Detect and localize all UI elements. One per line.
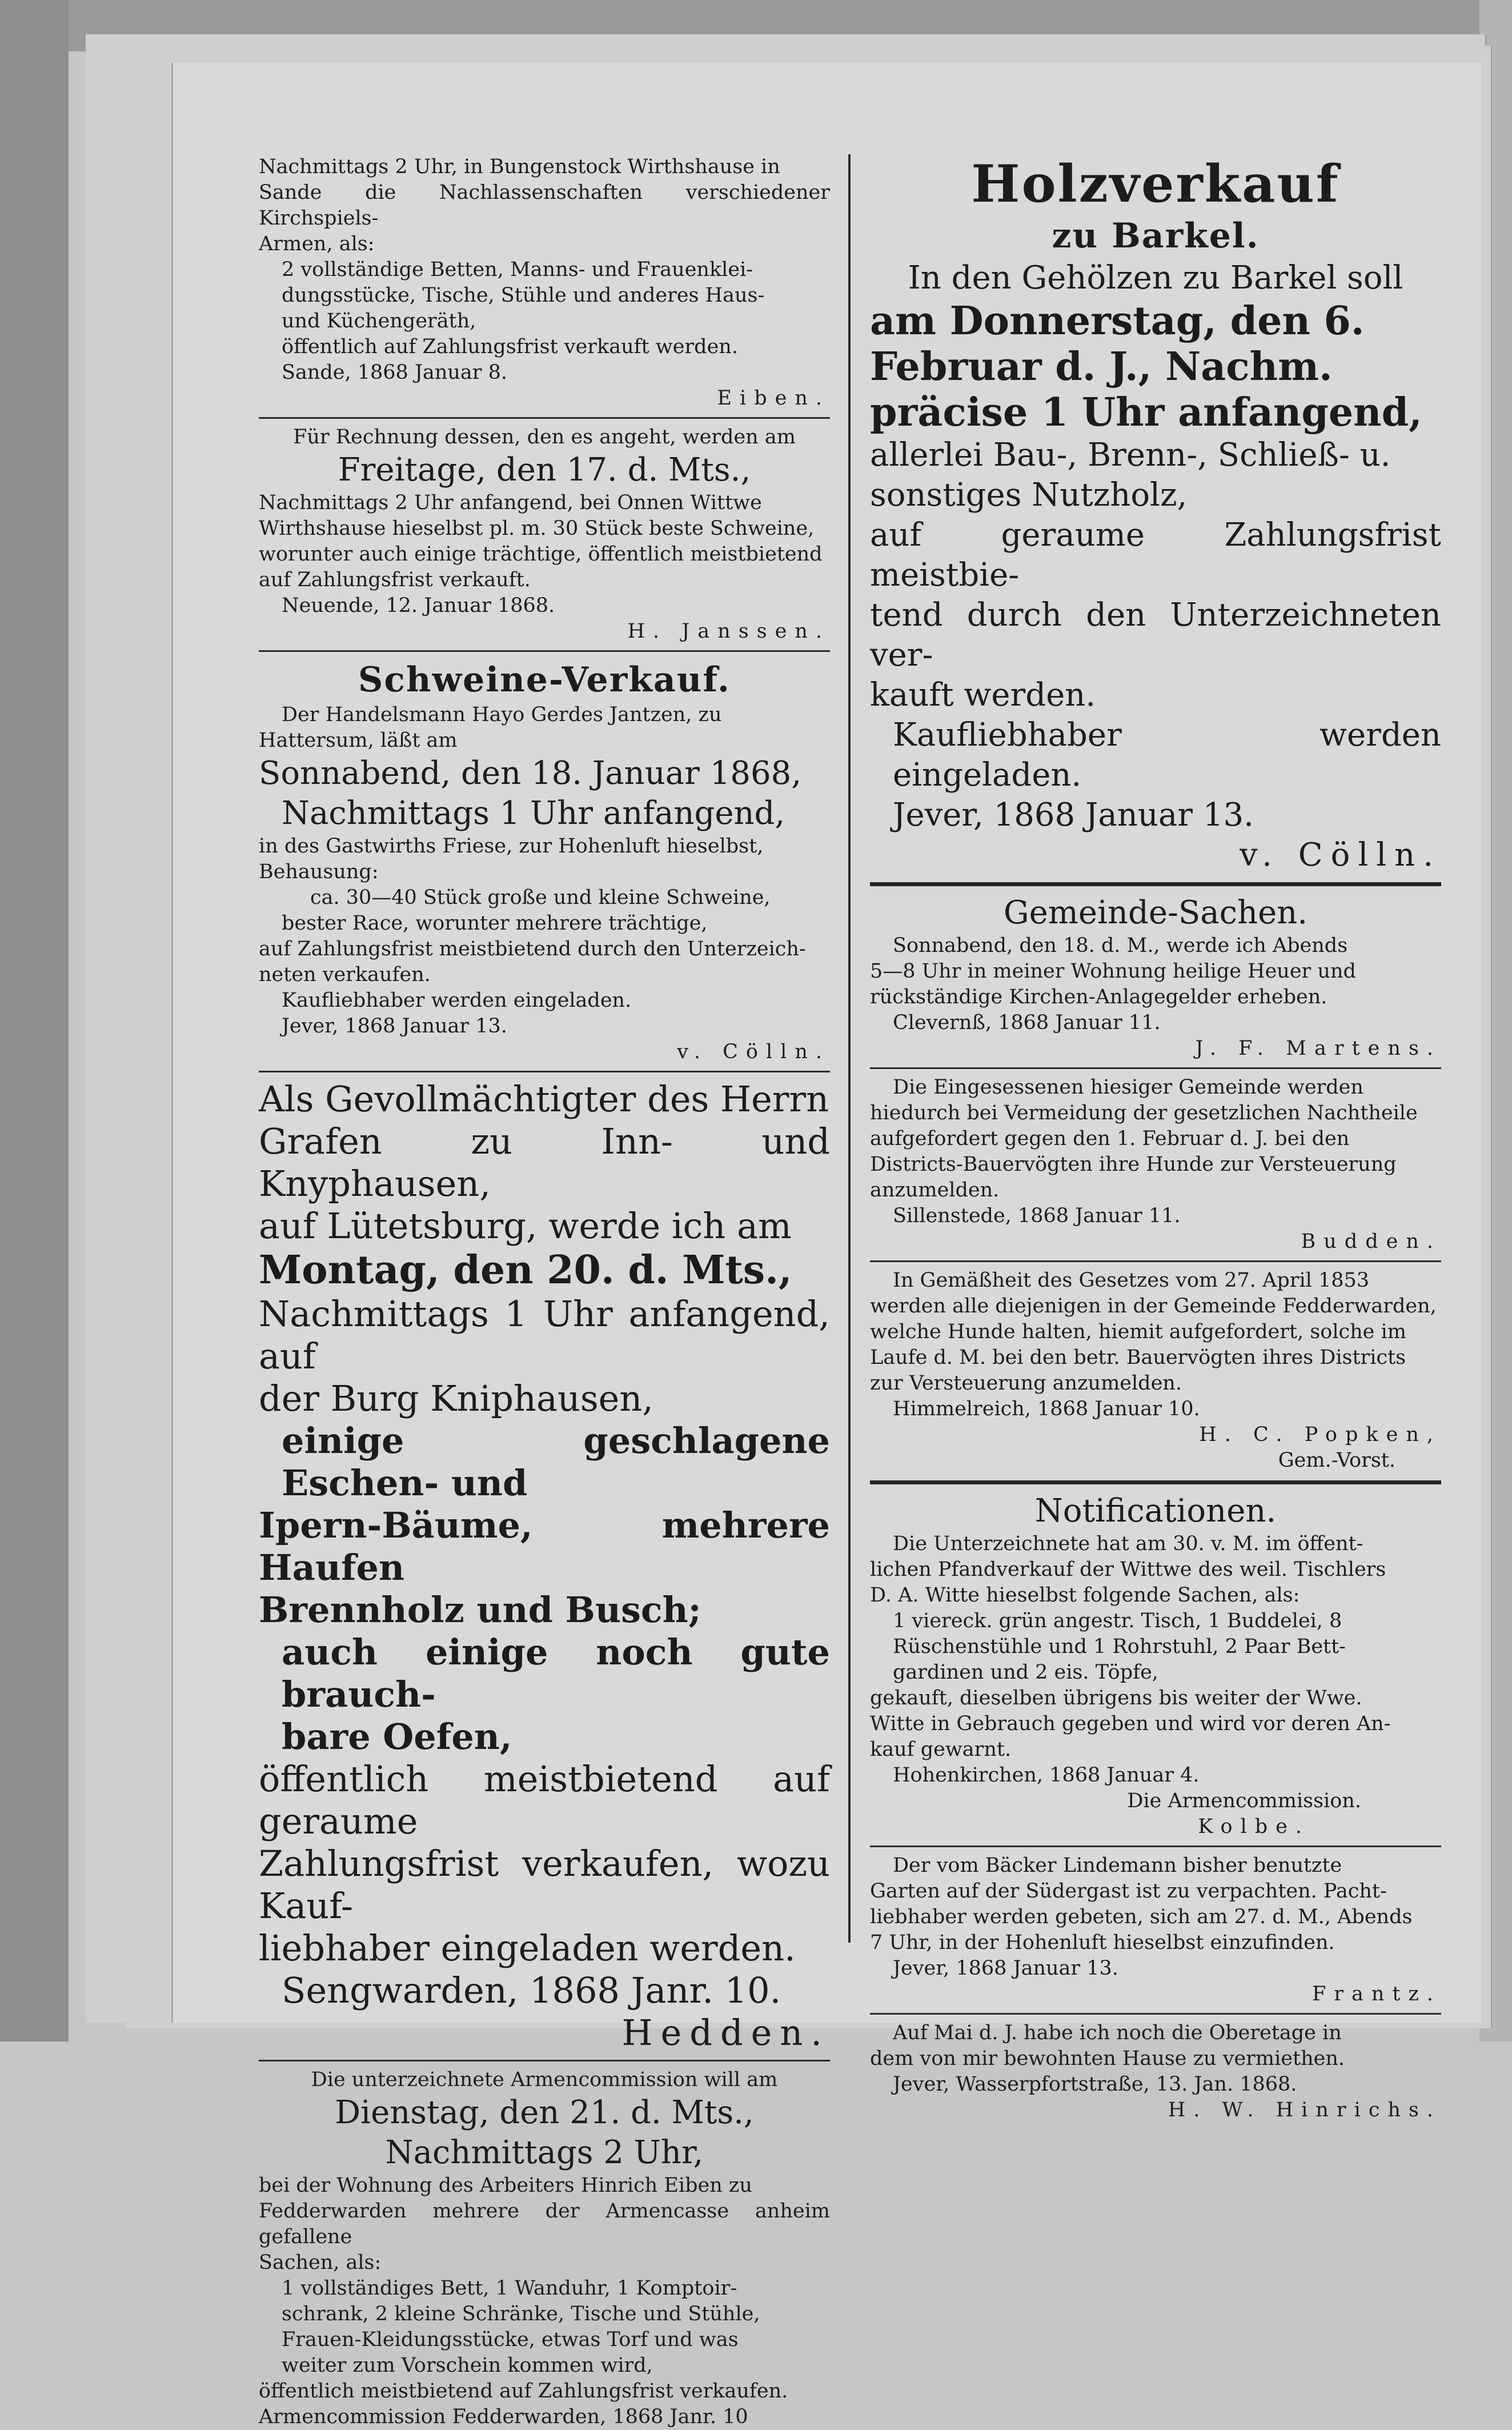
text-line: Hattersum, läßt am <box>259 729 458 752</box>
newspaper-page <box>171 63 1481 2428</box>
ad-notificationen <box>870 1491 1441 1840</box>
text-line: neten verkaufen. <box>259 963 431 986</box>
separator-rule <box>259 650 830 652</box>
dateline: Jever, 1868 Januar 13. <box>893 796 1254 834</box>
column-divider <box>848 154 851 1943</box>
signature: H. Janssen. <box>627 620 830 643</box>
dateline: Sillenstede, 1868 Januar 11. <box>893 1204 1181 1227</box>
text-line: Die unterzeichnete Armencommission will am <box>311 2068 778 2091</box>
separator-rule <box>870 882 1441 886</box>
ad-garden-lease <box>870 1853 1441 2007</box>
signature: H. C. Popken, <box>1199 1423 1441 1446</box>
invitation-line: Kaufliebhaber werden eingeladen. <box>282 989 632 1012</box>
headline-date: Februar d. J., Nachm. <box>870 344 1333 390</box>
ad-holzverkauf <box>870 154 1441 875</box>
signature-name: Kolbe. <box>1198 1815 1310 1838</box>
text-line: und Küchengeräth, <box>282 310 476 333</box>
headline-line: auf Lütetsburg, werde ich am <box>259 1205 792 1247</box>
separator-rule <box>259 417 830 419</box>
item-line: gardinen und 2 eis. Töpfe, <box>893 1661 1158 1684</box>
text-line: auf Zahlungsfrist meistbietend durch den Unterzeich- <box>259 938 806 960</box>
headline-date: Sonnabend, den 18. Januar 1868, <box>259 755 802 792</box>
text-line: bei der Wohnung des Arbeiters Hinrich Eiben zu <box>259 2174 752 2197</box>
text-line: In Gemäßheit des Gesetzes vom 27. April 1853 <box>893 1269 1370 1292</box>
signature-title: Gem.-Vorst. <box>1278 1449 1395 1472</box>
text-line: dungsstücke, Tische, Stühle und anderes Haus- <box>282 284 765 307</box>
ad-fedderwarden-auction <box>259 2067 830 2430</box>
item-line: Ipern-Bäume, mehrere Haufen <box>259 1504 830 1588</box>
text-line: Sande die Nachlassenschaften verschiedener Kirchspiels- <box>259 181 830 230</box>
signature: Budden. <box>1301 1230 1441 1253</box>
item-line: bester Race, worunter mehrere trächtige, <box>282 912 708 935</box>
signature: Eiben. <box>717 387 830 410</box>
dateline: Sengwarden, 1868 Janr. 10. <box>282 1969 781 2011</box>
text-line: gekauft, dieselben übrigens bis weiter der Wwe. <box>870 1687 1362 1710</box>
text-line: liebhaber werden gebeten, sich am 27. d. M., Abends <box>870 1905 1413 1928</box>
separator-rule <box>870 1480 1441 1484</box>
ad-heading: Gemeinde-Sachen. <box>1003 894 1308 931</box>
left-column <box>259 154 830 2430</box>
headline-line: öffentlich meistbietend auf geraume <box>259 1758 830 1842</box>
dateline: Sande, 1868 Januar 8. <box>282 361 508 384</box>
headline-line: In den Gehölzen zu Barkel soll <box>908 259 1403 297</box>
text-line: Behausung: <box>259 860 379 883</box>
ad-neuende-pigs <box>259 425 830 644</box>
item-line: einige geschlagene Eschen- und <box>282 1420 830 1504</box>
text-line: Die Unterzeichnete hat am 30. v. M. im öffent- <box>893 1532 1363 1555</box>
separator-rule <box>259 1071 830 1072</box>
item-line: Rüschenstühle und 1 Rohrstuhl, 2 Paar Bett- <box>893 1635 1346 1658</box>
text-line: rückständige Kirchen-Anlagegelder erheben. <box>870 986 1327 1008</box>
item-line: Frauen-Kleidungsstücke, etwas Torf und was <box>282 2328 739 2351</box>
headline-time: präcise 1 Uhr anfangend, <box>870 390 1422 435</box>
text-line: Garten auf der Südergast ist zu verpachten. Pacht- <box>870 1880 1387 1903</box>
dateline: Jever, Wasserpfortstraße, 13. Jan. 1868. <box>893 2073 1297 2096</box>
text-line: Auf Mai d. J. habe ich noch die Oberetage in <box>893 2021 1342 2044</box>
headline-line: der Burg Kniphausen, <box>259 1378 653 1419</box>
signature: v. Cölln. <box>1240 836 1441 874</box>
ad-sillenstede-dogs <box>870 1075 1441 1255</box>
signature: Armencommission Fedderwarden, 1868 Janr. 10 <box>259 2405 748 2428</box>
separator-rule <box>870 1845 1441 1847</box>
item-line: schrank, 2 kleine Schränke, Tische und Stühle, <box>282 2303 760 2325</box>
text-line: Fedderwarden mehrere der Armencasse anheim gefallene <box>259 2200 830 2248</box>
text-line: in des Gastwirths Friese, zur Hohenluft hieselbst, <box>259 835 764 858</box>
ad-apartment-rent <box>870 2020 1441 2123</box>
text-line: D. A. Witte hieselbst folgende Sachen, als: <box>870 1584 1300 1607</box>
signature: v. Cölln. <box>677 1040 830 1063</box>
ad-subtitle: zu Barkel. <box>1052 216 1260 256</box>
signature: Frantz. <box>1312 1983 1441 2005</box>
item-line: 1 viereck. grün angestr. Tisch, 1 Buddelei, 8 <box>893 1610 1342 1632</box>
signature: H. W. Hinrichs. <box>1168 2099 1441 2121</box>
text-line: welche Hunde halten, hiemit aufgefordert, solche im <box>870 1320 1406 1343</box>
text-line: 7 Uhr, in der Hohenluft hieselbst einzufinden. <box>870 1931 1335 1954</box>
headline-time: Nachmittags 1 Uhr anfangend, <box>282 795 785 832</box>
item-line: ca. 30—40 Stück große und kleine Schweine, <box>310 886 771 909</box>
dateline: Clevernß, 1868 Januar 11. <box>893 1011 1161 1034</box>
headline-line: Als Gevollmächtigter des Herrn <box>259 1078 829 1120</box>
signature: Die Armencommission. <box>1127 1790 1361 1812</box>
headline-date: Montag, den 20. d. Mts., <box>259 1247 792 1293</box>
separator-rule <box>259 2060 830 2061</box>
dateline: Jever, 1868 Januar 13. <box>282 1015 507 1038</box>
item-line: auch einige noch gute brauch- <box>282 1631 830 1715</box>
text-line: aufgefordert gegen den 1. Februar d. J. bei den <box>870 1127 1350 1150</box>
signature: J. F. Martens. <box>1195 1037 1441 1060</box>
text-line: öffentlich auf Zahlungsfrist verkauft werden. <box>282 335 738 358</box>
text-line: Sachen, als: <box>259 2251 382 2274</box>
text-line: Laufe d. M. bei den betr. Bauervögten ihres Districts <box>870 1346 1406 1369</box>
right-column <box>870 154 1441 2123</box>
item-line: 1 vollständiges Bett, 1 Wanduhr, 1 Komptoir- <box>282 2277 737 2300</box>
text-line: dem von mir bewohnten Hause zu vermiethen. <box>870 2047 1345 2070</box>
separator-rule <box>870 1067 1441 1069</box>
separator-rule <box>870 2013 1441 2015</box>
headline-line: Grafen zu Inn- und Knyphausen, <box>259 1120 830 1204</box>
text-line: allerlei Bau-, Brenn-, Schließ- u. <box>870 437 1391 474</box>
headline-line: liebhaber eingeladen werden. <box>259 1927 796 1969</box>
text-line: hiedurch bei Vermeidung der gesetzlichen Nachtheile <box>870 1102 1418 1124</box>
dateline: Jever, 1868 Januar 13. <box>893 1957 1118 1980</box>
dateline: Neuende, 12. Januar 1868. <box>282 594 555 617</box>
text-line: Sonnabend, den 18. d. M., werde ich Abends <box>893 934 1348 957</box>
text-line: Nachmittags 2 Uhr anfangend, bei Onnen Wittwe <box>259 491 762 514</box>
dateline: Himmelreich, 1868 Januar 10. <box>893 1398 1200 1420</box>
text-line: Der vom Bäcker Lindemann bisher benutzte <box>893 1854 1342 1877</box>
text-line: Witte in Gebrauch gegeben und wird vor deren An- <box>870 1712 1391 1735</box>
text-line: Nachmittags 2 Uhr, in Bungenstock Wirthshause in <box>259 155 780 178</box>
invitation-line: Kaufliebhaber werden eingeladen. <box>893 716 1441 794</box>
text-line: sonstiges Nutzholz, <box>870 477 1188 514</box>
text-line: 2 vollständige Betten, Manns- und Frauenklei- <box>282 258 753 281</box>
scan-background-left <box>0 0 69 2041</box>
ad-schweine-verkauf <box>259 658 830 1065</box>
text-line: worunter auch einige trächtige, öffentlich meistbietend <box>259 543 823 566</box>
headline-time: Nachmittags 2 Uhr, <box>385 2134 704 2171</box>
item-line: weiter zum Vorschein kommen wird, <box>282 2354 653 2377</box>
ad-fedderwarden-dogs <box>870 1268 1441 1474</box>
headline-line: Nachmittags 1 Uhr anfangend, auf <box>259 1293 830 1377</box>
headline-date: am Donnerstag, den 6. <box>870 298 1365 344</box>
ad-kniphausen <box>259 1078 830 2054</box>
ad-heading: Schweine-Verkauf. <box>358 660 731 700</box>
text-line: öffentlich meistbietend auf Zahlungsfrist verkaufen. <box>259 2380 788 2403</box>
ad-heading: Notificationen. <box>1034 1492 1277 1530</box>
text-line: anzumelden. <box>870 1179 1000 1202</box>
text-line: auf geraume Zahlungsfrist meistbie- <box>870 517 1441 594</box>
text-line: kauf gewarnt. <box>870 1738 1012 1761</box>
text-line: 5—8 Uhr in meiner Wohnung heilige Heuer und <box>870 960 1356 983</box>
text-line: auf Zahlungsfrist verkauft. <box>259 569 531 591</box>
text-line: zur Versteuerung anzumelden. <box>870 1372 1182 1395</box>
text-line: Wirthshause hieselbst pl. m. 30 Stück beste Schweine, <box>259 517 815 540</box>
text-line: werden alle diejenigen in der Gemeinde Fedderwarden, <box>870 1295 1437 1318</box>
text-line: kauft werden. <box>870 676 1096 714</box>
text-line: lichen Pfandverkauf der Wittwe des weil. Tischlers <box>870 1558 1386 1581</box>
ad-gemeinde-sachen <box>870 893 1441 1062</box>
text-line: Für Rechnung dessen, den es angeht, werden am <box>293 426 796 449</box>
text-line: Die Eingesessenen hiesiger Gemeinde werden <box>893 1076 1363 1099</box>
dateline: Hohenkirchen, 1868 Januar 4. <box>893 1764 1200 1787</box>
text-line: Armen, als: <box>259 233 375 255</box>
item-line: Brennholz und Busch; <box>259 1589 701 1631</box>
headline-date: Dienstag, den 21. d. Mts., <box>335 2094 754 2131</box>
text-line: Der Handelsmann Hayo Gerdes Jantzen, zu <box>282 703 722 726</box>
headline-date: Freitage, den 17. d. Mts., <box>338 451 751 489</box>
headline-line: Zahlungsfrist verkaufen, wozu Kauf- <box>259 1843 830 1927</box>
ad-title: Holzverkauf <box>971 154 1340 214</box>
separator-rule <box>870 1260 1441 1262</box>
signature: Hedden. <box>621 2012 830 2053</box>
item-line: bare Oefen, <box>282 1716 512 1758</box>
text-line: tend durch den Unterzeichneten ver- <box>870 597 1441 674</box>
ad-sande-estate <box>259 154 830 411</box>
text-line: Districts-Bauervögten ihre Hunde zur Versteuerung <box>870 1153 1397 1176</box>
